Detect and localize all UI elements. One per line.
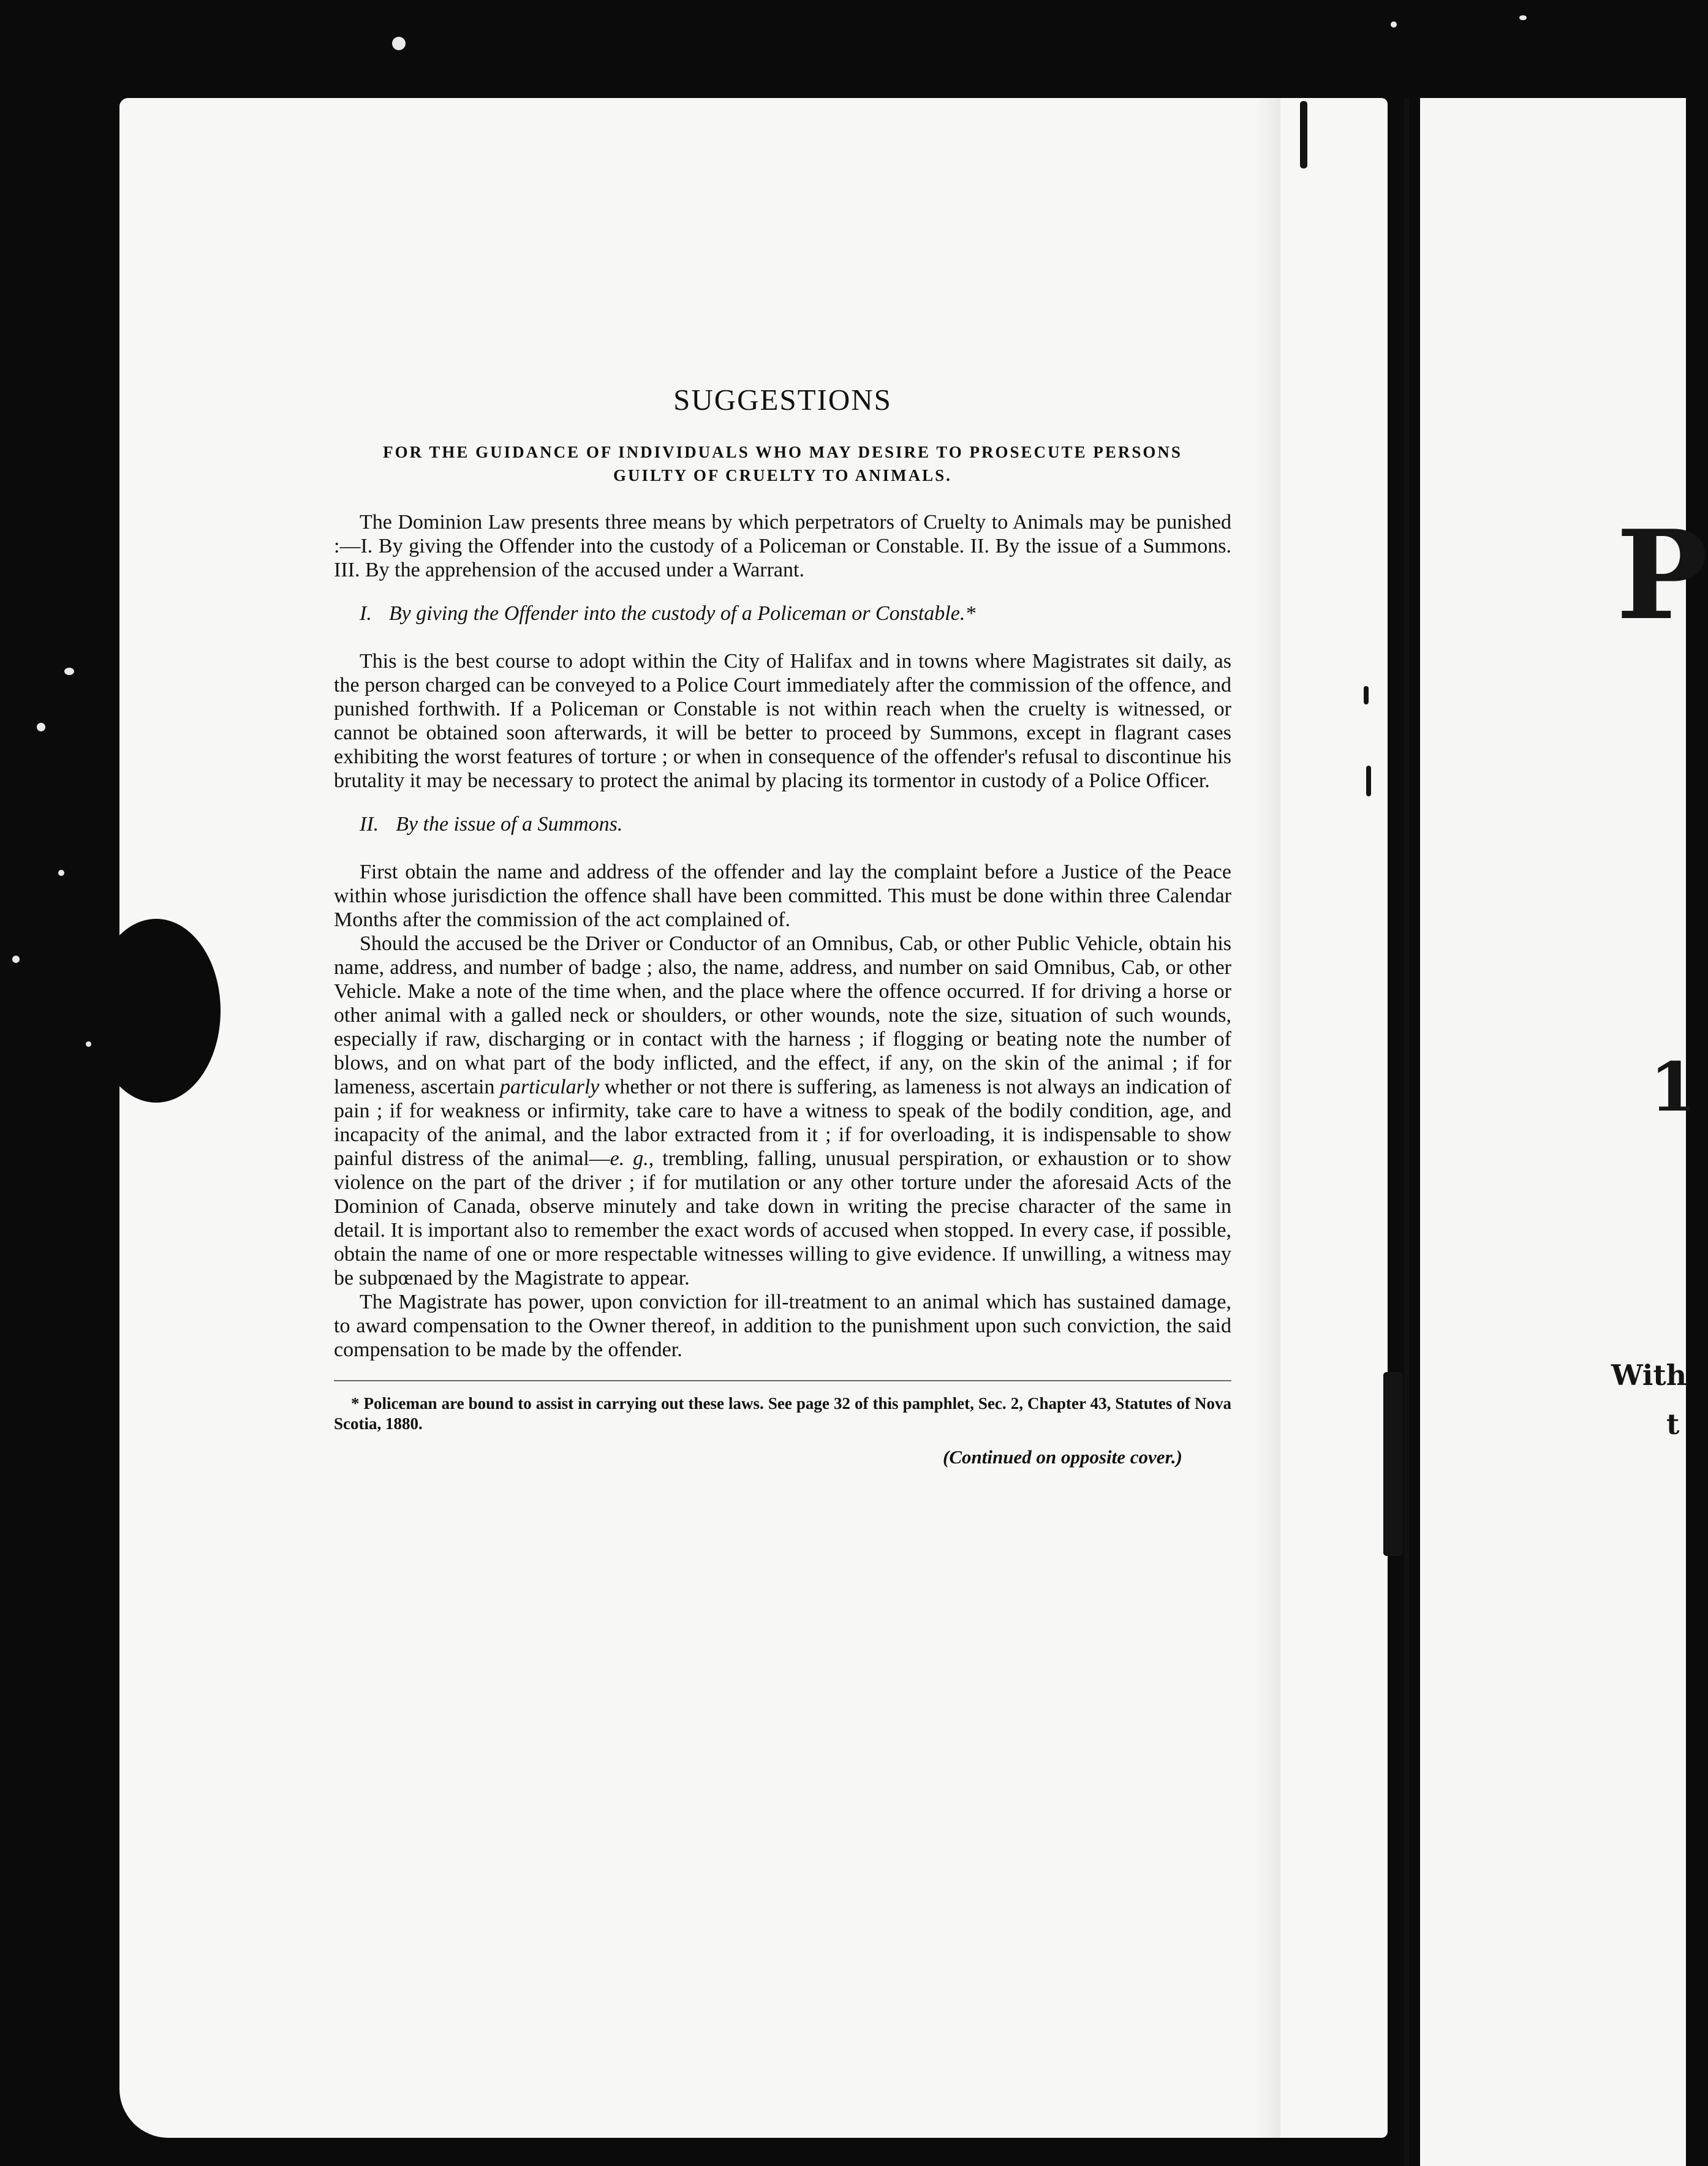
binding-mark <box>1300 101 1307 168</box>
emphasis-text: e. g. <box>610 1147 649 1170</box>
section-heading-text: By the issue of a Summons. <box>396 813 623 836</box>
page-subtitle <box>334 440 1231 487</box>
summons-text: Should the accused be the Driver or Conductor of an Omnibus, Cab, or other Public Vehicle, obtain his name, address, and number of badge ; also, the name, address, and number on said Omnibus, Cab, or other Vehicle. Make a note of the time when, and the place where the offence occurred. If for driving a horse or other animal with a galled neck or shoulders, or other wounds, note the size, situation of such wounds, especially if raw, discharging or in contact with the harness ; if flogging or beating note the number of blows, and on what part of the body inflicted, and the effect, if any, on the skin of the animal ; if for lameness, ascertain <box>334 932 1231 1098</box>
binding-mark <box>1366 766 1371 796</box>
binding-mark <box>1364 686 1369 704</box>
continued-note: (Continued on opposite cover.) <box>943 1446 1182 1468</box>
intro-paragraph: The Dominion Law presents three means by which perpetrators of Cruelty to Animals may be punished :—I. By giving the Offender into the custody of a Policeman or Constable. II. By the issue of a Summons. III. By the apprehension of the accused under a Warrant. <box>334 511 1231 581</box>
document-body <box>334 368 1231 1468</box>
cover-year-fragment: 1 <box>1650 1047 1697 1126</box>
opposite-cover-page <box>1420 98 1708 2166</box>
section-heading-summons <box>334 812 1231 837</box>
scan-speck <box>392 37 406 50</box>
binding-edge <box>1404 98 1409 2166</box>
footnote: * Policeman are bound to assist in carrying out these laws. See page 32 of this pamphlet, Sec. 2, Chapter 43, Statutes of Nova Scotia, 1880. <box>334 1380 1231 1434</box>
page-gutter-shadow <box>1256 98 1280 2138</box>
page-tear-notch <box>92 919 221 1103</box>
scan-speck <box>37 723 45 731</box>
cover-title-fragment: P <box>1616 504 1708 647</box>
page-title: SUGGESTIONS <box>673 383 892 417</box>
binding-mark <box>1383 1372 1403 1556</box>
summons-text: whether or not there is suffering, as lameness is not always an indication of pain ; if for weakness or infirmity, take care to have a witness to speak of the bodily condition, age, and incapacity of the animal, and the labor extracted from it ; if for overloading, it is indispensable to show painful distress of the animal— <box>334 1076 1232 1170</box>
cover-t-fragment: t <box>1666 1408 1680 1441</box>
emphasis-text: particularly <box>499 1076 600 1098</box>
scan-speck <box>64 668 74 675</box>
scan-speck <box>86 1041 91 1047</box>
section-number: II. <box>360 813 379 836</box>
summons-text: , trembling, falling, unusual perspiration, or exhaustion or to show violence on the part of the driver ; if for mutilation or any other torture under the aforesaid Acts of the Dominion of Canada, observe minutely and take down in writing the precise character of the same in detail. It is important also to remember the exact words of accused when stopped. In every case, if possible, obtain the name of one or more respectable witnesses willing to give evidence. If unwilling, a witness may be subpœnaed by the Magistrate to appear. <box>334 1147 1232 1289</box>
section-heading-custody <box>334 602 1231 626</box>
summons-paragraph-2 <box>334 932 1231 1290</box>
scan-speck <box>1391 21 1397 28</box>
scan-speck <box>58 870 64 876</box>
section-number: I. <box>360 602 372 625</box>
cover-with-fragment: With <box>1611 1359 1687 1392</box>
scan-speck <box>1519 15 1527 20</box>
subtitle-line: FOR THE GUIDANCE OF INDIVIDUALS WHO MAY DESIRE TO PROSECUTE PERSONS <box>383 443 1182 461</box>
section-heading-text: By giving the Offender into the custody of a Policeman or Constable.* <box>388 602 976 625</box>
custody-paragraph: This is the best course to adopt within the City of Halifax and in towns where Magistrates sit daily, as the person charged can be conveyed to a Police Court immediately after the commission of the offence, and punished forthwith. If a Policeman or Constable is not within reach when the cruelty is witnessed, or cannot be obtained soon afterwards, it will be better to proceed by Summons, except in flagrant cases exhibiting the worst features of torture ; or when in consequence of the offender's refusal to discontinue his brutality it may be necessary to protect the animal by placing its tormentor in custody of a Police Officer. <box>334 650 1231 792</box>
summons-paragraph-3: The Magistrate has power, upon conviction for ill-treatment to an animal which has sustained damage, to award compensation to the Owner thereof, in addition to the punishment upon such conviction, the said compensation to be made by the offender. <box>334 1291 1231 1361</box>
scan-speck <box>12 956 20 963</box>
summons-paragraph-1: First obtain the name and address of the offender and lay the complaint before a Justice of the Peace within whose jurisdiction the offence shall have been committed. This must be done within three Calendar Months after the commission of the act complained of. <box>334 861 1231 931</box>
subtitle-line: GUILTY OF CRUELTY TO ANIMALS. <box>613 466 952 485</box>
